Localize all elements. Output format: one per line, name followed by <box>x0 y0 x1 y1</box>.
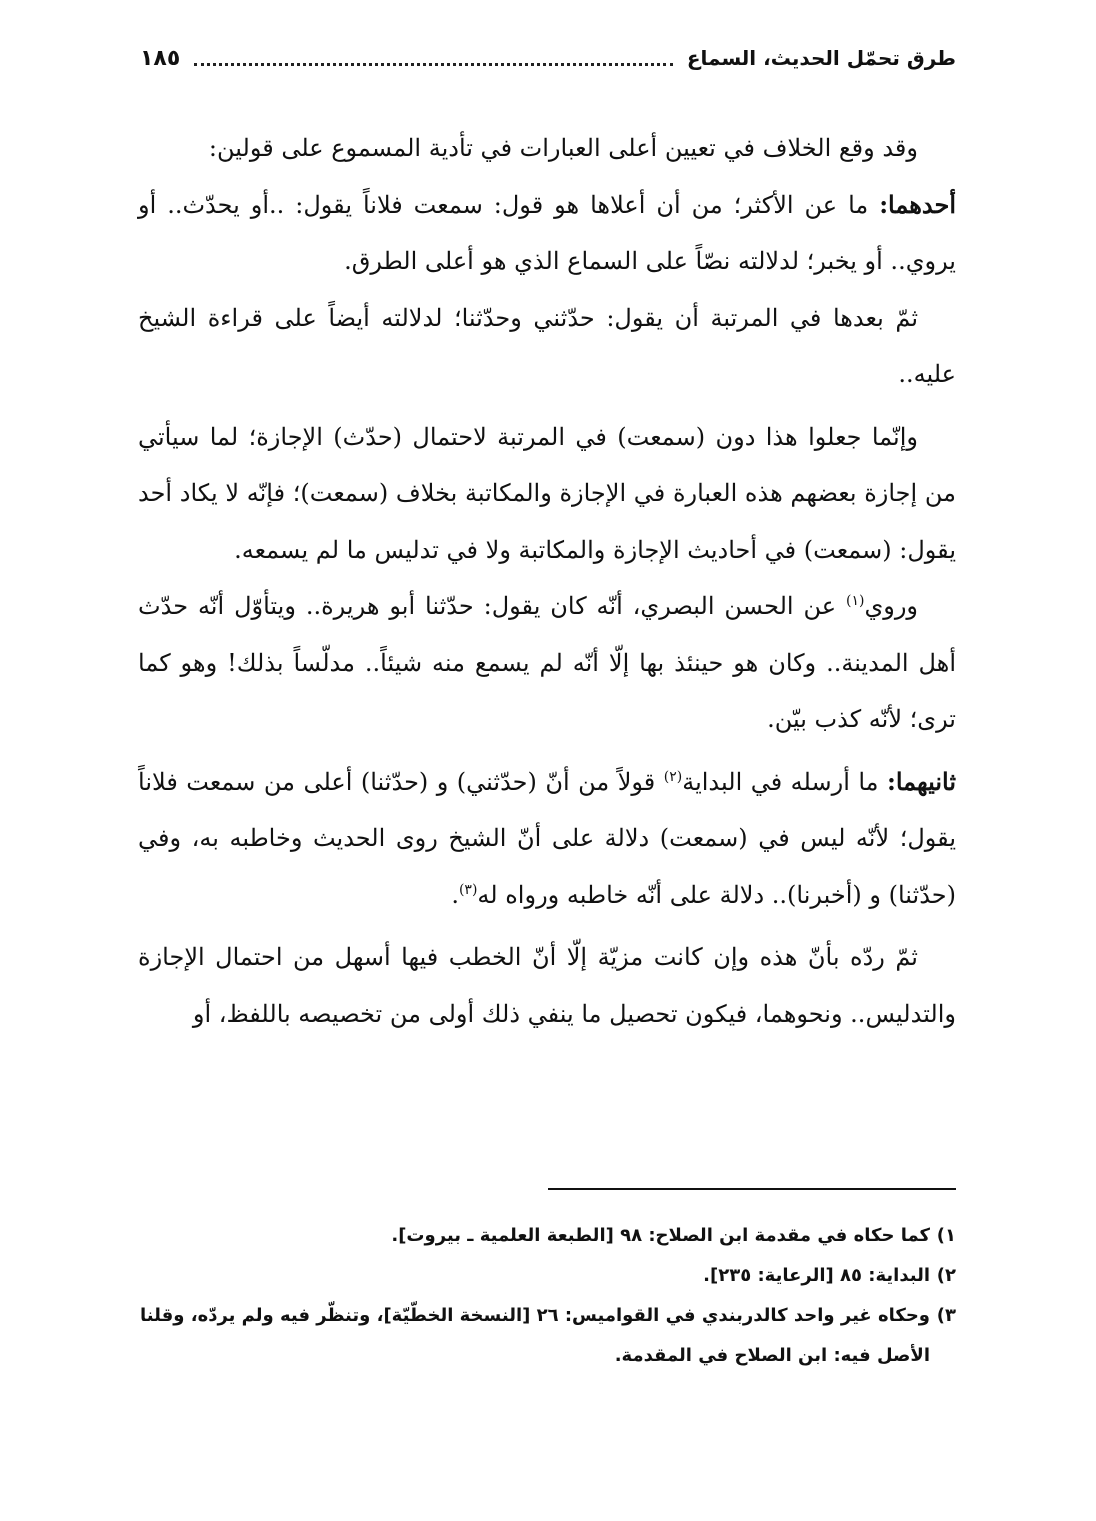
footnote-number: ٣ ) <box>930 1296 956 1376</box>
paragraph-text: ثمّ ردّه بأنّ هذه وإن كانت مزيّة إلّا أنّ الخطب فيها أسهل من احتمال الإجازة والتدليس.. ونحوهما، فيكون تحصيل ما ينفي ذلك أولى من تخصيصه باللفظ، أو <box>138 943 956 1028</box>
paragraph-text: وإنّما جعلوا هذا دون (سمعت) في المرتبة لاحتمال (حدّث) الإجازة؛ لما سيأتي من إجازة بعضهم هذه العبارة في الإجازة والمكاتبة بخلاف (سمعت)؛ فإنّه لا يكاد أحد يقول: (سمعت) في أحاديث الإجازة والمكاتبة ولا في تدليس ما لم يسمعه. <box>138 422 956 564</box>
paragraph-text: وروي <box>864 592 918 620</box>
paragraph-next-rank <box>138 290 956 403</box>
chapter-title: طرق تحمّل الحديث، السماع <box>686 46 956 70</box>
footnote-item <box>138 1216 956 1256</box>
paragraph-first-opinion <box>138 177 956 290</box>
paragraph-text: . <box>451 880 459 909</box>
footnote-ref: (١) <box>845 593 865 609</box>
paragraph-text: ما أرسله في البداية <box>682 767 887 796</box>
paragraph-text: ثمّ بعدها في المرتبة أن يقول: حدّثني وحدّثنا؛ لدلالته أيضاً على قراءة الشيخ عليه.. <box>138 303 956 388</box>
footnote-item <box>138 1296 956 1376</box>
footnotes <box>138 1216 956 1376</box>
footnote-ref: (٢) <box>663 768 683 785</box>
paragraph-hasan-basri <box>138 578 956 748</box>
paragraph-text: عن الحسن البصري، أنّه كان يقول: حدّثنا أبو هريرة.. ويتأوّل أنّه حدّث أهل المدينة.. وكان هو حينئذ بها إلّا أنّه لم يسمع منه شيئاً.. مدلّساً بذلك! وهو كما ترى؛ لأنّه كذب بيّن. <box>138 592 956 733</box>
paragraph-rebuttal <box>138 929 956 1042</box>
footnote-number: ٢ ) <box>930 1256 956 1296</box>
footnote-text: وحكاه غير واحد كالدربندي في القواميس: ٢٦ [النسخة الخطّيّة]، وتنظّر فيه ولم يردّه، وقلنا الأصل فيه: ابن الصلاح في المقدمة. <box>140 1305 930 1366</box>
footnote-ref: (٣) <box>458 881 478 898</box>
page-number: ١٨٥ <box>140 45 181 71</box>
paragraph-lead: ثانيهما: <box>886 766 956 796</box>
paragraph-intro <box>138 120 956 177</box>
paragraph-text: ما عن الأكثر؛ من أن أعلاها هو قول: سمعت فلاناً يقول: ..أو يحدّث.. أو يروي.. أو يخبر؛ لدلالته نصّاً على السماع الذي هو أعلى الطرق. <box>138 190 956 275</box>
main-text <box>138 120 956 1042</box>
paragraph-text: قولاً من أنّ (حدّثني) و (حدّثنا) أعلى من سمعت فلاناً يقول؛ لأنّه ليس في (سمعت) دلالة على أنّ الشيخ روى الحديث وخاطبه به، وفي (حدّثنا) و (أخبرنا).. دلالة على أنّه خاطبه ورواه له <box>138 767 956 909</box>
paragraph-reason <box>138 409 956 579</box>
paragraph-text: وقد وقع الخلاف في تعيين أعلى العبارات في تأدية المسموع على قولين: <box>208 134 918 162</box>
footnote-item <box>138 1256 956 1296</box>
footnote-number: ١ ) <box>930 1216 956 1256</box>
footnote-separator <box>548 1188 956 1190</box>
paragraph-lead: أحدهما: <box>879 189 956 219</box>
footnote-text: البداية: ٨٥ [الرعاية: ٢٣٥]. <box>703 1265 930 1286</box>
footnote-text: كما حكاه في مقدمة ابن الصلاح: ٩٨ [الطبعة العلمية ـ بيروت]. <box>391 1225 930 1246</box>
leader-dots <box>194 63 673 66</box>
running-header <box>140 38 956 78</box>
paragraph-second-opinion <box>138 754 956 924</box>
